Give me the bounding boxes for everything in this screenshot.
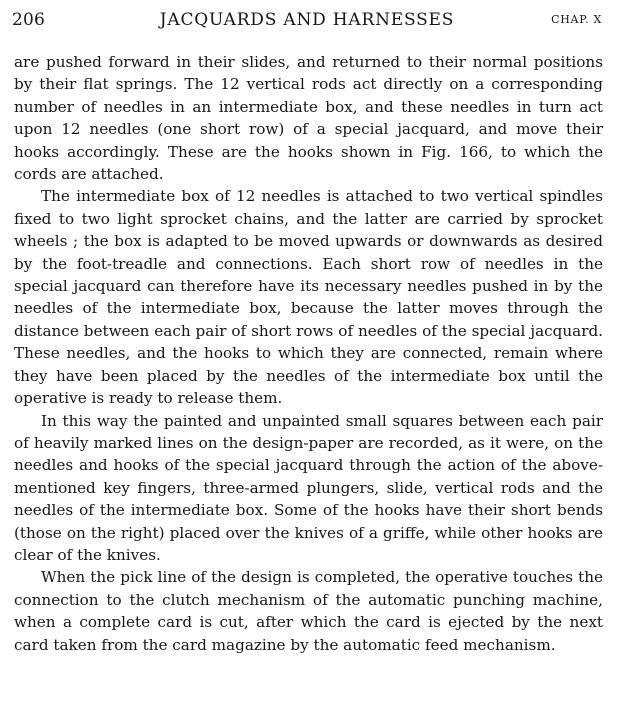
paragraph-intermediate-box: The intermediate box of 12 needles is attached to two vertical spindles fixed to two light sprocket chains, and the latter are carried by sprocket wheels ; the box is adapted to be moved upwards or downwards as desired by the foot-treadle and connections. Each short row of needles in the special jacquard can therefore have its necessary needles pushed in by the needles of the intermediate box, because the latter moves through the distance between each pair of short rows of needles of the special jacquard. These needles, and the hooks to which they are connected, remain where they have been placed by the needles of the intermediate box until the operative is ready to release them. [14, 187, 603, 408]
running-title: JACQUARDS AND HARNESSES [159, 10, 455, 30]
chapter-label: CHAP. X [551, 13, 602, 26]
paragraph-pick-line: When the pick line of the design is completed, the operative touches the connection to the clutch mechanism of the automatic punching machine, when a complete card is cut, after which the card is ejected by the next card taken from the card magazine by the automatic feed mechanism. [14, 568, 603, 654]
paragraph-design-paper: In this way the painted and unpainted small squares between each pair of heavily marked lines on the design-paper are recorded, as it were, on the needles and hooks of the special jacquard through the action of the above-mentioned key fingers, three-armed plungers, slide, vertical rods and the needles of the intermediate box. Some of the hooks have their short bends (those on the right) placed over the knives of a griffe, while other hooks are clear of the knives. [14, 411, 603, 564]
body-text [14, 51, 603, 656]
page-number: 206 [12, 10, 46, 30]
paragraph-continued: are pushed forward in their slides, and returned to their normal positions by their flat springs. The 12 vertical rods act directly on a corresponding number of needles in an intermediate box, and these needles in turn act upon 12 needles (one short row) of a special jacquard, and move their hooks accordingly. These are the hooks shown in Fig. 166, to which the cords are attached. [14, 53, 603, 184]
running-header [12, 10, 602, 34]
